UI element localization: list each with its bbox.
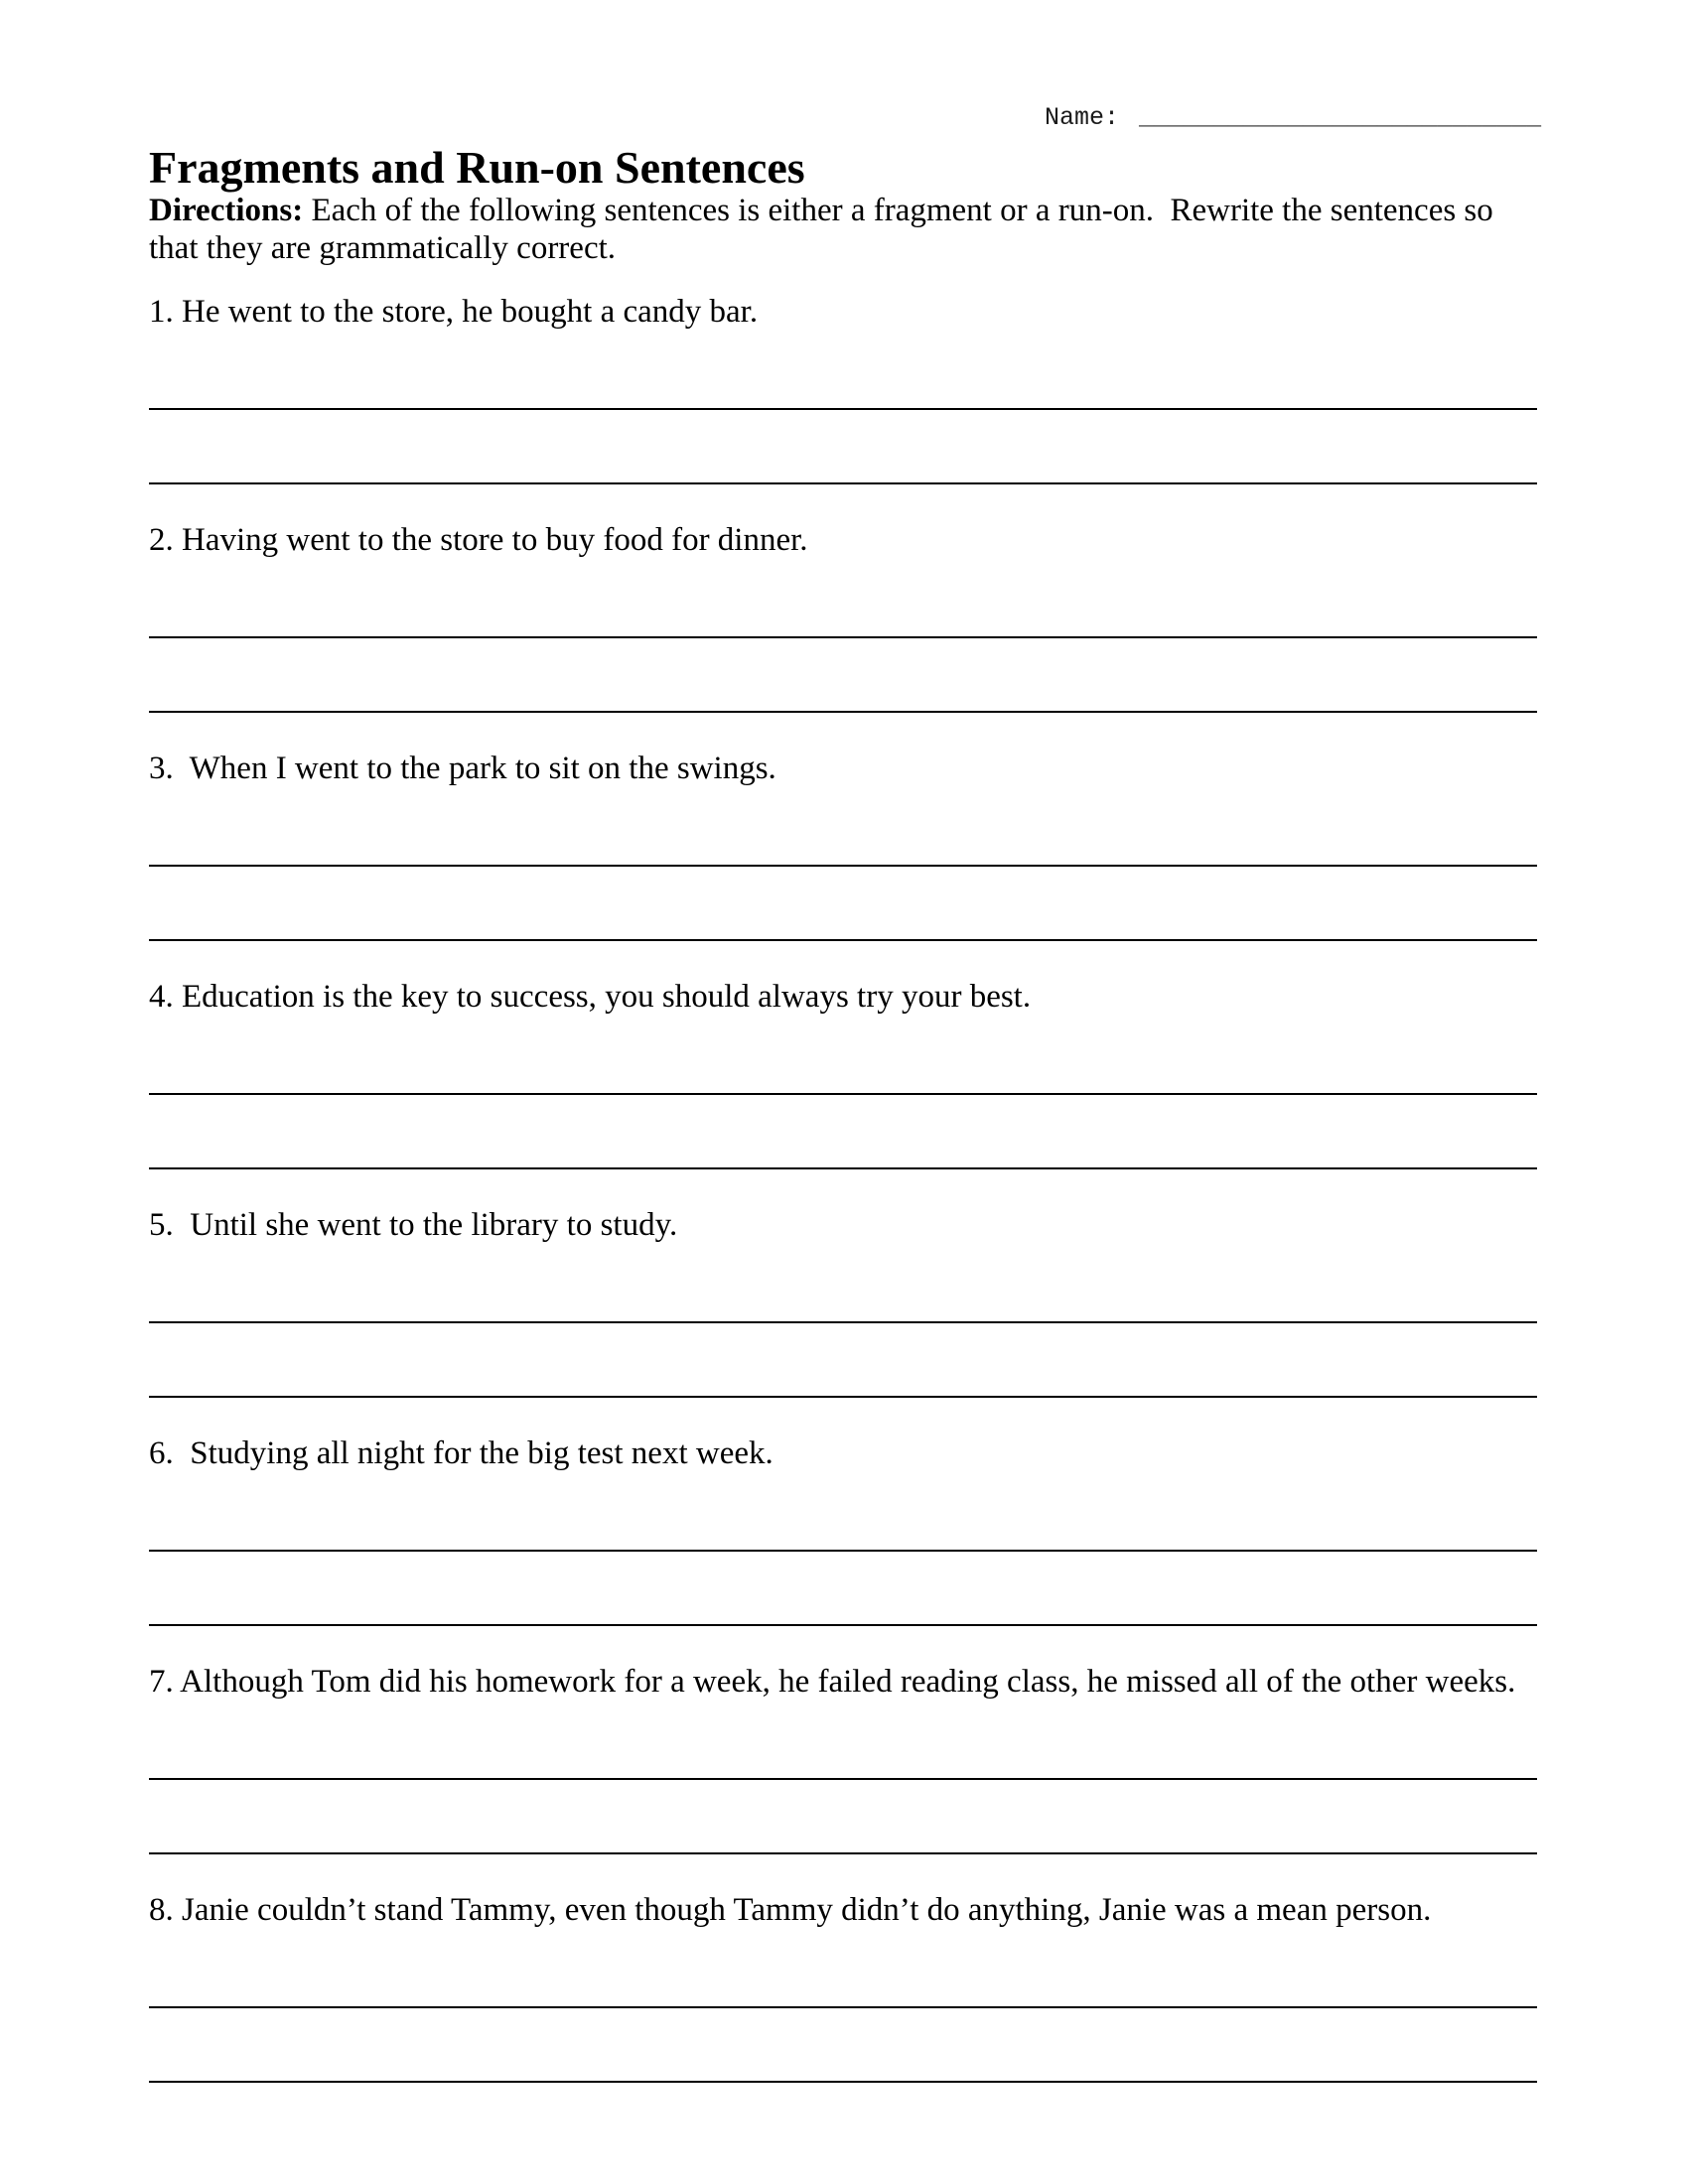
question-sentence-4: 4. Education is the key to success, you should always try your best. — [149, 979, 1032, 1015]
question-sentence-6: 6. Studying all night for the big test next week. — [149, 1435, 774, 1471]
answer-line — [149, 1778, 1537, 1780]
question-item-8 — [149, 1894, 1539, 2093]
answer-line — [149, 1550, 1537, 1552]
answer-line — [149, 939, 1537, 941]
answer-line — [149, 1093, 1537, 1095]
answer-line — [149, 2081, 1537, 2083]
question-item-6 — [149, 1437, 1539, 1636]
directions-text-line1: Each of the following sentences is either a fragment or a run-on. Rewrite the sentences so — [303, 193, 1493, 228]
question-item-3 — [149, 752, 1539, 951]
question-item-1 — [149, 296, 1539, 494]
question-item-4 — [149, 981, 1539, 1179]
question-sentence-7: 7. Although Tom did his homework for a week, he failed reading class, he missed all of the other weeks. — [149, 1664, 1516, 1700]
name-label: Name: — [1045, 103, 1120, 132]
answer-line — [149, 711, 1537, 713]
answer-line — [149, 865, 1537, 867]
name-field — [1045, 105, 1541, 130]
question-item-5 — [149, 1209, 1539, 1408]
answer-line — [149, 2006, 1537, 2008]
directions — [149, 192, 1539, 267]
answer-line — [149, 1624, 1537, 1626]
answer-line — [149, 1167, 1537, 1169]
answer-line — [149, 408, 1537, 410]
answer-line — [149, 1321, 1537, 1323]
question-sentence-2: 2. Having went to the store to buy food for dinner. — [149, 522, 808, 558]
question-sentence-3: 3. When I went to the park to sit on the swings. — [149, 751, 776, 786]
directions-text-line2: that they are grammatically correct. — [149, 230, 617, 266]
answer-line — [149, 1852, 1537, 1854]
question-item-7 — [149, 1666, 1539, 1864]
question-sentence-5: 5. Until she went to the library to study. — [149, 1207, 678, 1243]
directions-label: Directions: — [149, 193, 304, 228]
question-sentence-8: 8. Janie couldn’t stand Tammy, even though Tammy didn’t do anything, Janie was a mean person. — [149, 1892, 1432, 1928]
question-item-2 — [149, 524, 1539, 723]
answer-line — [149, 1396, 1537, 1398]
question-sentence-1: 1. He went to the store, he bought a candy bar. — [149, 294, 759, 330]
answer-line — [149, 636, 1537, 638]
answer-line — [149, 482, 1537, 484]
page-title: Fragments and Run-on Sentences — [149, 142, 805, 193]
name-blank-line: ___________________________ — [1139, 103, 1542, 132]
